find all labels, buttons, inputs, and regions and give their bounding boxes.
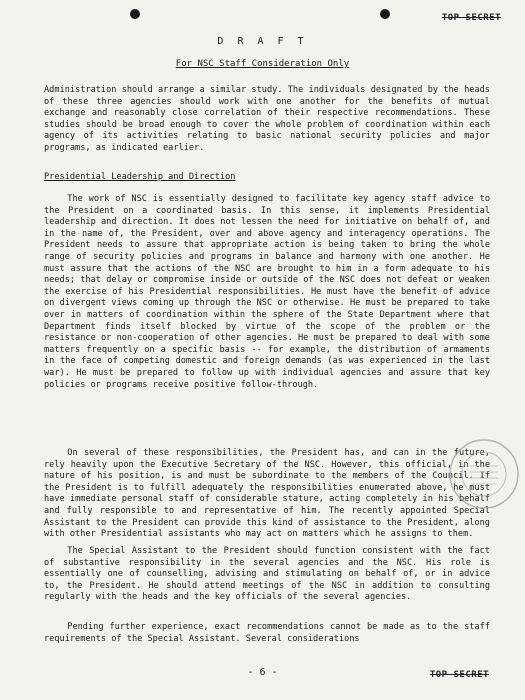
paragraph-3: On several of these responsibilities, the President has, and can in the future, rely heavily upon the Executive Secretary of the NSC. However, this official, in the nature of his position, is and must be subordinate to the members of the Council. If the President is to fulfill adequately the responsibilities enumerated above, he must have immediate personal staff of considerable stature, acting completely in his behalf and fully responsible to and representative of him. The recently appointed Special Assistant to the President can provide this kind of assistance to the President, along with other Presidential assistants who may act on matters which he assigns to them.: [44, 448, 490, 540]
section-heading: Presidential Leadership and Direction: [44, 172, 236, 182]
draft-label: D R A F T: [217, 36, 308, 47]
paragraph-2: The work of NSC is essentially designed to facilitate key agency staff advice to the President on a coordinated basis. In this sense, it implements Presidential leadership and direction. It does not lessen the need for initiative on behalf of, and in the name of, the President, over and above agency and interagency operations. The President needs to assure that appropriate action is being taken to bring the whole range of security policies and programs in balance and harmony with one another. He must assure that the actions of the NSC are brought to him in a form adequate to his needs; that delay or compromise inside or outside of the NSC does not defeat or weaken the exercise of his Presidential responsibilities. He must have the benefit of advice on divergent views coming up through the NSC or otherwise. He must be prepared to take over in matters of coordination within the sphere of the State Department where that Department finds itself blocked by virtue of the scope of the problem or the resistance or non-cooperation of other agencies. He must be prepared to deal with some matters frequently on a specific basis -- for example, the distribution of armaments in the face of competing domestic and foreign demands (as was experienced in the last war). He must be prepared to follow up with individual agencies and assure that key policies or programs receive positive follow-through.: [44, 194, 490, 390]
classification-marking-bottom: TOP SECRET: [429, 670, 489, 680]
archive-seal-stamp: [446, 436, 522, 512]
page-number: - 6 -: [247, 667, 278, 678]
classification-marking-top: TOP SECRET: [441, 13, 501, 23]
punch-hole-left: [130, 9, 140, 19]
punch-hole-right: [380, 9, 390, 19]
paragraph-5: Pending further experience, exact recommendations cannot be made as to the staff requirements of the Special Assistant. Several considerations: [44, 622, 490, 644]
consideration-note: For NSC Staff Consideration Only: [175, 59, 350, 69]
paragraph-1: Administration should arrange a similar study. The individuals designated by the heads of these three agencies should work with one another for the benefits of mutual exchange and reasonably close correlation of their respective recommendations. These studies should be broad enough to cover the whole problem of coordination within each agency of its activities relating to basic national security policies and major programs, as indicated earlier.: [44, 85, 490, 153]
paragraph-4: The Special Assistant to the President should function consistent with the fact of substantive responsibility in the several agencies and the NSC. His role is essentially one of counselling, advising and stimulating on behalf of, or in advice to, the President. He should attend meetings of the NSC in addition to consulting regularly with the heads and the key officials of the several agencies.: [44, 546, 490, 603]
